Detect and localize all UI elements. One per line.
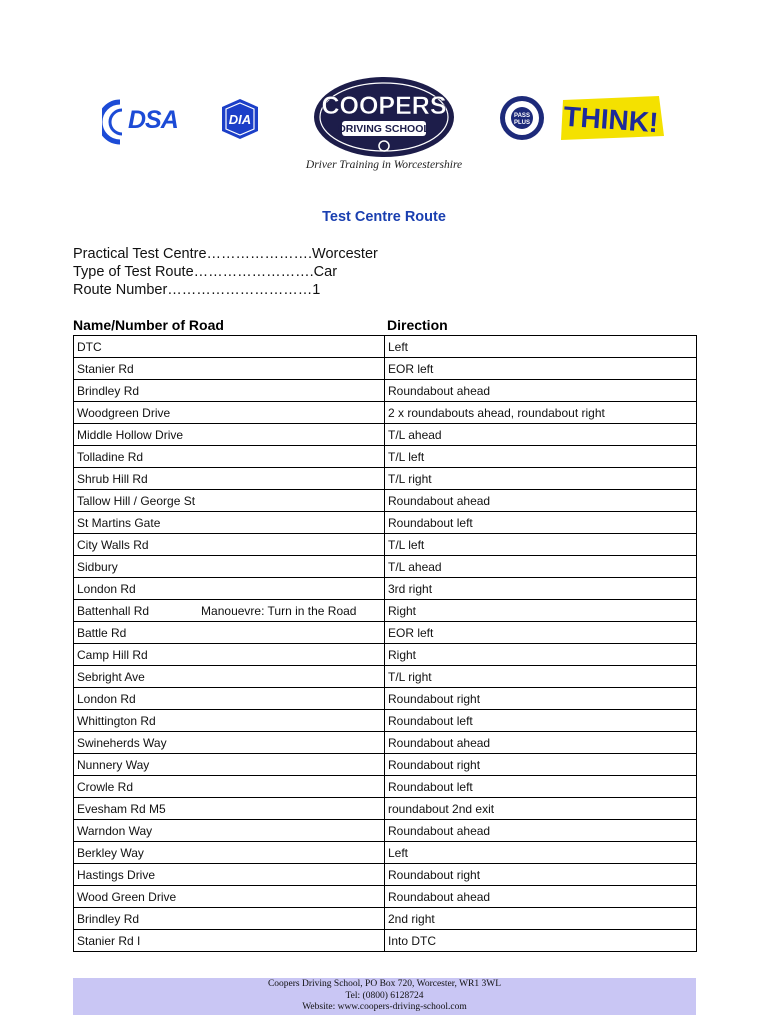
dsa-logo-text: DSA — [128, 106, 178, 134]
direction-cell: Roundabout right — [385, 754, 697, 776]
road-cell — [74, 490, 385, 512]
table-row — [74, 556, 697, 578]
road-name: Shrub Hill Rd — [77, 471, 148, 486]
road-name: Sebright Ave — [77, 669, 145, 684]
table-row — [74, 820, 697, 842]
direction-cell: Roundabout left — [385, 710, 697, 732]
road-name: Brindley Rd — [77, 911, 140, 926]
column-header-direction: Direction — [387, 317, 448, 333]
road-cell — [74, 688, 385, 710]
road-cell — [74, 666, 385, 688]
table-row — [74, 380, 697, 402]
road-name: Crowle Rd — [77, 779, 134, 794]
direction-cell: T/L ahead — [385, 424, 697, 446]
pass-plus-logo-text-top: PASS — [514, 113, 530, 119]
footer-address: Coopers Driving School, PO Box 720, Worcester, WR1 3WL — [267, 979, 502, 989]
direction-cell: T/L right — [385, 468, 697, 490]
road-cell — [74, 402, 385, 424]
road-name: City Walls Rd — [77, 537, 149, 552]
direction-cell: 3rd right — [385, 578, 697, 600]
direction-cell: 2 x roundabouts ahead, roundabout right — [385, 402, 697, 424]
direction-cell: Roundabout ahead — [385, 886, 697, 908]
pass-plus-logo-text-bottom: PLUS — [513, 120, 531, 126]
road-cell — [74, 908, 385, 930]
road-name: Swineherds Way — [77, 735, 167, 750]
road-cell — [74, 446, 385, 468]
direction-cell: T/L ahead — [385, 556, 697, 578]
table-row — [74, 424, 697, 446]
table-row — [74, 886, 697, 908]
road-cell — [74, 468, 385, 490]
direction-cell: EOR left — [385, 358, 697, 380]
road-cell — [74, 864, 385, 886]
road-name: London Rd — [77, 581, 136, 596]
direction-cell: 2nd right — [385, 908, 697, 930]
direction-cell: Left — [385, 336, 697, 358]
coopers-logo — [312, 76, 456, 158]
road-cell — [74, 776, 385, 798]
footer-telephone: Tel: (0800) 6128724 — [345, 990, 424, 1001]
table-row — [74, 446, 697, 468]
table-row — [74, 402, 697, 424]
pass-plus-logo — [498, 94, 546, 142]
road-name: Stanier Rd I — [77, 933, 141, 948]
road-name: DTC — [77, 339, 102, 354]
road-cell — [74, 754, 385, 776]
table-row — [74, 688, 697, 710]
direction-cell: T/L left — [385, 534, 697, 556]
think-logo — [561, 96, 666, 140]
road-name: Stanier Rd — [77, 361, 134, 376]
table-row — [74, 666, 697, 688]
road-cell — [74, 578, 385, 600]
direction-cell: Right — [385, 644, 697, 666]
dia-logo — [219, 98, 261, 140]
road-cell — [74, 424, 385, 446]
road-cell — [74, 644, 385, 666]
table-row — [74, 578, 697, 600]
table-row — [74, 336, 697, 358]
table-row — [74, 842, 697, 864]
table-row — [74, 732, 697, 754]
table-row — [74, 490, 697, 512]
direction-cell: Roundabout ahead — [385, 732, 697, 754]
manoeuvre-note: Manouevre: Turn in the Road — [201, 603, 357, 618]
table-row — [74, 754, 697, 776]
road-name: London Rd — [77, 691, 136, 706]
road-name: St Martins Gate — [77, 515, 161, 530]
table-row — [74, 776, 697, 798]
route-info — [73, 245, 378, 299]
coopers-logo-text: COOPERS — [321, 92, 447, 120]
direction-cell: Roundabout ahead — [385, 380, 697, 402]
direction-cell: Roundabout right — [385, 864, 697, 886]
test-route-type-line: Type of Test Route…………………….Car — [73, 264, 338, 280]
road-cell — [74, 556, 385, 578]
direction-cell: Into DTC — [385, 930, 697, 952]
road-name: Whittington Rd — [77, 713, 156, 728]
road-name: Berkley Way — [77, 845, 144, 860]
road-name: Wood Green Drive — [77, 889, 177, 904]
direction-cell: Roundabout left — [385, 512, 697, 534]
direction-cell: roundabout 2nd exit — [385, 798, 697, 820]
road-name: Middle Hollow Drive — [77, 427, 184, 442]
document-title: Test Centre Route — [322, 209, 446, 225]
direction-cell: EOR left — [385, 622, 697, 644]
road-cell — [74, 732, 385, 754]
dia-logo-text: DIA — [228, 112, 252, 127]
road-cell — [74, 886, 385, 908]
road-name: Woodgreen Drive — [77, 405, 171, 420]
table-row — [74, 358, 697, 380]
dsa-logo — [102, 96, 184, 148]
table-row — [74, 864, 697, 886]
road-cell — [74, 358, 385, 380]
column-header-road: Name/Number of Road — [73, 317, 224, 333]
direction-cell: Right — [385, 600, 697, 622]
table-row — [74, 534, 697, 556]
road-name: Camp Hill Rd — [77, 647, 148, 662]
direction-cell: T/L left — [385, 446, 697, 468]
coopers-logo-subtext: DRIVING SCHOOL — [338, 123, 430, 135]
road-cell — [74, 380, 385, 402]
footer-website[interactable]: Website: www.coopers-driving-school.com — [302, 1002, 467, 1012]
road-cell — [74, 600, 385, 622]
direction-cell: Roundabout ahead — [385, 490, 697, 512]
direction-cell: Left — [385, 842, 697, 864]
road-name: Nunnery Way — [77, 757, 150, 772]
road-cell — [74, 842, 385, 864]
table-row — [74, 710, 697, 732]
road-cell — [74, 820, 385, 842]
table-row — [74, 600, 697, 622]
direction-cell: T/L right — [385, 666, 697, 688]
test-centre-line: Practical Test Centre………………….Worcester — [73, 246, 378, 262]
road-name: Tallow Hill / George St — [77, 493, 196, 508]
road-cell — [74, 798, 385, 820]
route-table — [73, 335, 697, 952]
table-row — [74, 512, 697, 534]
road-name: Battenhall Rd — [77, 603, 150, 618]
road-name: Evesham Rd M5 — [77, 801, 166, 816]
road-name: Warndon Way — [77, 823, 153, 838]
footer — [73, 978, 696, 1015]
table-row — [74, 468, 697, 490]
route-table-body — [74, 336, 697, 952]
route-number-line: Route Number…………………………1 — [73, 282, 321, 298]
direction-cell: Roundabout left — [385, 776, 697, 798]
road-cell — [74, 710, 385, 732]
road-cell — [74, 534, 385, 556]
logo-row — [0, 76, 768, 186]
table-row — [74, 930, 697, 952]
road-name: Sidbury — [77, 559, 118, 574]
table-row — [74, 644, 697, 666]
table-row — [74, 908, 697, 930]
table-row — [74, 798, 697, 820]
road-name: Tolladine Rd — [77, 449, 144, 464]
road-cell — [74, 930, 385, 952]
road-cell — [74, 512, 385, 534]
think-logo-text: THINK! — [562, 100, 660, 139]
road-name: Brindley Rd — [77, 383, 140, 398]
route-table-header — [73, 317, 695, 335]
road-cell — [74, 336, 385, 358]
tagline: Driver Training in Worcestershire — [305, 159, 463, 171]
direction-cell: Roundabout ahead — [385, 820, 697, 842]
road-name: Battle Rd — [77, 625, 127, 640]
direction-cell: Roundabout right — [385, 688, 697, 710]
road-name: Hastings Drive — [77, 867, 156, 882]
table-row — [74, 622, 697, 644]
road-cell — [74, 622, 385, 644]
